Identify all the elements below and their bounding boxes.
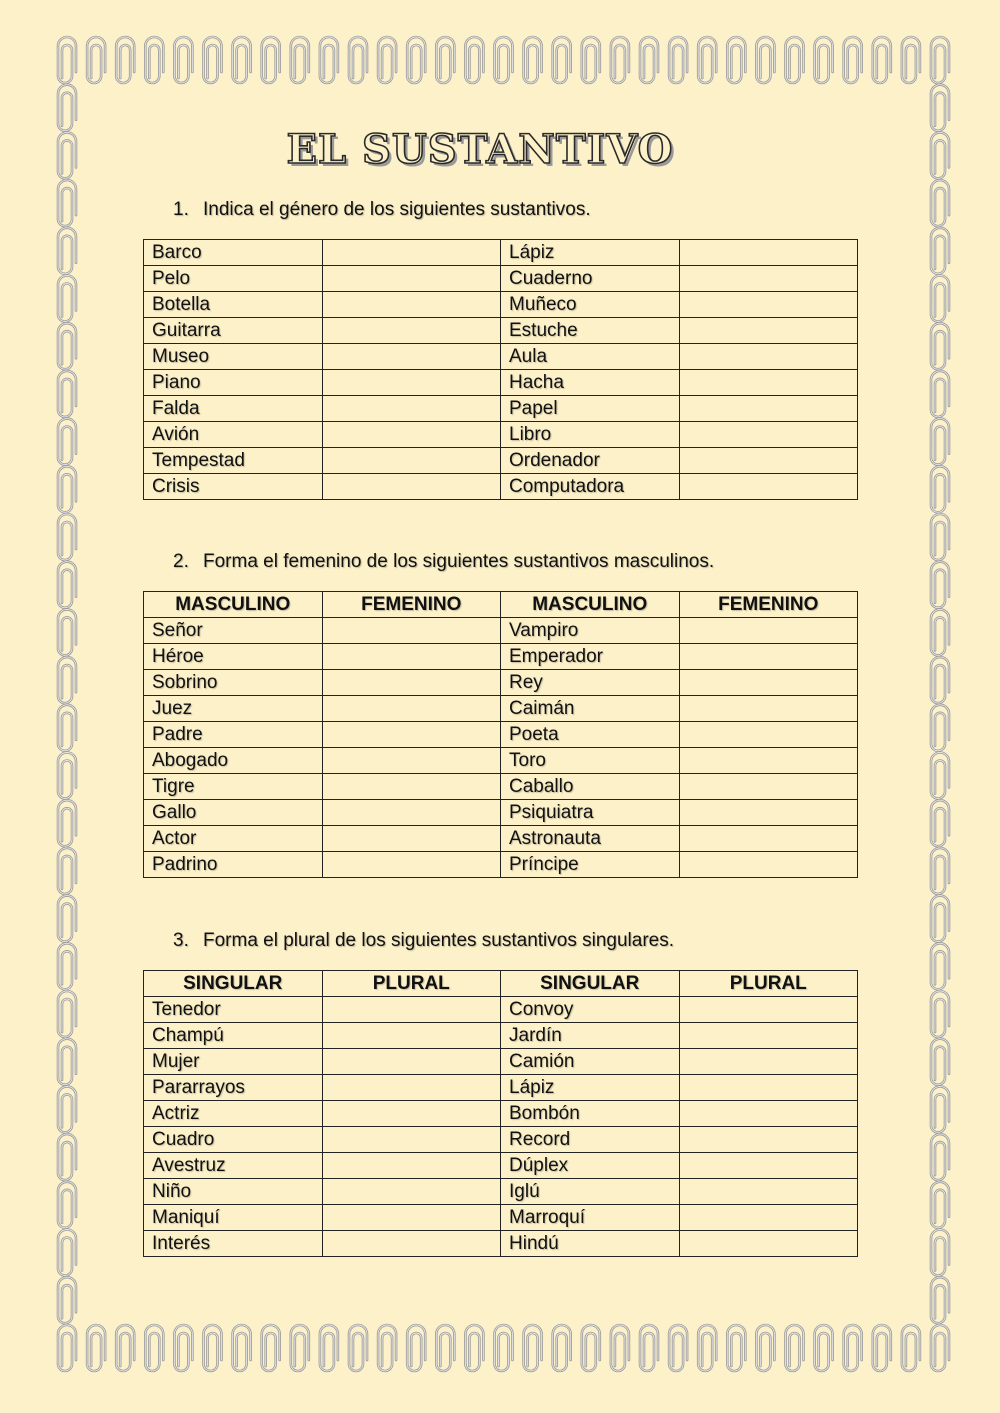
word-cell: Ordenador bbox=[501, 448, 680, 474]
table-row bbox=[144, 318, 858, 344]
answer-cell[interactable] bbox=[679, 370, 858, 396]
table-row bbox=[144, 722, 858, 748]
gender-table bbox=[143, 239, 858, 500]
answer-cell[interactable] bbox=[679, 1075, 858, 1101]
table-row bbox=[144, 1153, 858, 1179]
instruction-text: Indica el género de los siguientes sustantivos. bbox=[203, 199, 591, 220]
answer-cell[interactable] bbox=[322, 370, 501, 396]
table-row bbox=[144, 644, 858, 670]
answer-cell[interactable] bbox=[322, 722, 501, 748]
instruction-text: Forma el femenino de los siguientes sustantivos masculinos. bbox=[203, 551, 715, 572]
answer-cell[interactable] bbox=[679, 1023, 858, 1049]
word-cell: Museo bbox=[144, 344, 323, 370]
word-cell: Héroe bbox=[144, 644, 323, 670]
word-cell: Bombón bbox=[501, 1101, 680, 1127]
word-cell: Caballo bbox=[501, 774, 680, 800]
word-cell: Sobrino bbox=[144, 670, 323, 696]
instruction-text: Forma el plural de los siguientes sustantivos singulares. bbox=[203, 930, 675, 951]
answer-cell[interactable] bbox=[679, 800, 858, 826]
table-row bbox=[144, 800, 858, 826]
answer-cell[interactable] bbox=[679, 422, 858, 448]
word-cell: Falda bbox=[144, 396, 323, 422]
table-row bbox=[144, 344, 858, 370]
instruction-3 bbox=[173, 930, 674, 952]
answer-cell[interactable] bbox=[322, 1179, 501, 1205]
table-row bbox=[144, 1179, 858, 1205]
column-header: SINGULAR bbox=[144, 971, 323, 997]
answer-cell[interactable] bbox=[322, 748, 501, 774]
word-cell: Tempestad bbox=[144, 448, 323, 474]
table-row bbox=[144, 1075, 858, 1101]
column-header: MASCULINO bbox=[144, 592, 323, 618]
answer-cell[interactable] bbox=[322, 618, 501, 644]
word-cell: Pelo bbox=[144, 266, 323, 292]
header-row bbox=[144, 971, 858, 997]
word-cell: Hindú bbox=[501, 1231, 680, 1257]
word-cell: Tenedor bbox=[144, 997, 323, 1023]
answer-cell[interactable] bbox=[679, 1153, 858, 1179]
answer-cell[interactable] bbox=[679, 344, 858, 370]
word-cell: Iglú bbox=[501, 1179, 680, 1205]
answer-cell[interactable] bbox=[679, 696, 858, 722]
word-cell: Astronauta bbox=[501, 826, 680, 852]
answer-cell[interactable] bbox=[322, 1231, 501, 1257]
column-header: PLURAL bbox=[322, 971, 501, 997]
answer-cell[interactable] bbox=[679, 748, 858, 774]
answer-cell[interactable] bbox=[679, 774, 858, 800]
table-row bbox=[144, 448, 858, 474]
table-row bbox=[144, 852, 858, 878]
word-cell: Papel bbox=[501, 396, 680, 422]
word-cell: Padre bbox=[144, 722, 323, 748]
column-header: MASCULINO bbox=[501, 592, 680, 618]
column-header: FEMENINO bbox=[679, 592, 858, 618]
table-row bbox=[144, 1127, 858, 1153]
table-row bbox=[144, 240, 858, 266]
word-cell: Interés bbox=[144, 1231, 323, 1257]
table-row bbox=[144, 997, 858, 1023]
word-cell: Guitarra bbox=[144, 318, 323, 344]
word-cell: Aula bbox=[501, 344, 680, 370]
word-cell: Avestruz bbox=[144, 1153, 323, 1179]
word-cell: Lápiz bbox=[501, 240, 680, 266]
table-row bbox=[144, 370, 858, 396]
answer-cell[interactable] bbox=[322, 422, 501, 448]
column-header: PLURAL bbox=[679, 971, 858, 997]
word-cell: Barco bbox=[144, 240, 323, 266]
table-row bbox=[144, 826, 858, 852]
answer-cell[interactable] bbox=[322, 344, 501, 370]
word-cell: Mujer bbox=[144, 1049, 323, 1075]
answer-cell[interactable] bbox=[322, 800, 501, 826]
word-cell: Psiquiatra bbox=[501, 800, 680, 826]
answer-cell[interactable] bbox=[679, 1231, 858, 1257]
table-row bbox=[144, 422, 858, 448]
word-cell: Muñeco bbox=[501, 292, 680, 318]
word-cell: Lápiz bbox=[501, 1075, 680, 1101]
word-cell: Cuaderno bbox=[501, 266, 680, 292]
word-cell: Padrino bbox=[144, 852, 323, 878]
answer-cell[interactable] bbox=[322, 1023, 501, 1049]
answer-cell[interactable] bbox=[679, 292, 858, 318]
answer-cell[interactable] bbox=[679, 1205, 858, 1231]
word-cell: Libro bbox=[501, 422, 680, 448]
answer-cell[interactable] bbox=[679, 852, 858, 878]
word-cell: Toro bbox=[501, 748, 680, 774]
table-row bbox=[144, 1231, 858, 1257]
answer-cell[interactable] bbox=[679, 396, 858, 422]
answer-cell[interactable] bbox=[322, 318, 501, 344]
answer-cell[interactable] bbox=[679, 266, 858, 292]
answer-cell[interactable] bbox=[322, 1101, 501, 1127]
column-header: SINGULAR bbox=[501, 971, 680, 997]
table-row bbox=[144, 396, 858, 422]
word-cell: Caimán bbox=[501, 696, 680, 722]
word-cell: Botella bbox=[144, 292, 323, 318]
answer-cell[interactable] bbox=[322, 774, 501, 800]
page-title: EL SUSTANTIVO bbox=[286, 126, 674, 173]
instruction-1 bbox=[173, 199, 591, 221]
instruction-number: 3. bbox=[173, 930, 189, 951]
table-row bbox=[144, 670, 858, 696]
instruction-number: 2. bbox=[173, 551, 189, 572]
word-cell: Tigre bbox=[144, 774, 323, 800]
answer-cell[interactable] bbox=[322, 1127, 501, 1153]
word-cell: Marroquí bbox=[501, 1205, 680, 1231]
word-cell: Niño bbox=[144, 1179, 323, 1205]
word-cell: Jardín bbox=[501, 1023, 680, 1049]
answer-cell[interactable] bbox=[322, 1153, 501, 1179]
answer-cell[interactable] bbox=[679, 1179, 858, 1205]
word-cell: Vampiro bbox=[501, 618, 680, 644]
word-cell: Maniquí bbox=[144, 1205, 323, 1231]
word-cell: Computadora bbox=[501, 474, 680, 500]
word-cell: Juez bbox=[144, 696, 323, 722]
word-cell: Camión bbox=[501, 1049, 680, 1075]
table-row bbox=[144, 696, 858, 722]
answer-cell[interactable] bbox=[322, 448, 501, 474]
answer-cell[interactable] bbox=[322, 644, 501, 670]
word-cell: Príncipe bbox=[501, 852, 680, 878]
answer-cell[interactable] bbox=[679, 1127, 858, 1153]
table-row bbox=[144, 1205, 858, 1231]
word-cell: Champú bbox=[144, 1023, 323, 1049]
answer-cell[interactable] bbox=[322, 1049, 501, 1075]
column-header: FEMENINO bbox=[322, 592, 501, 618]
word-cell: Record bbox=[501, 1127, 680, 1153]
instruction-2 bbox=[173, 551, 714, 573]
word-cell: Convoy bbox=[501, 997, 680, 1023]
answer-cell[interactable] bbox=[679, 240, 858, 266]
word-cell: Piano bbox=[144, 370, 323, 396]
table-row bbox=[144, 774, 858, 800]
word-cell: Dúplex bbox=[501, 1153, 680, 1179]
answer-cell[interactable] bbox=[322, 852, 501, 878]
answer-cell[interactable] bbox=[679, 670, 858, 696]
table-row bbox=[144, 292, 858, 318]
word-cell: Abogado bbox=[144, 748, 323, 774]
word-cell: Actor bbox=[144, 826, 323, 852]
table-row bbox=[144, 474, 858, 500]
answer-cell[interactable] bbox=[322, 292, 501, 318]
answer-cell[interactable] bbox=[322, 696, 501, 722]
table-row bbox=[144, 748, 858, 774]
table-row bbox=[144, 1023, 858, 1049]
word-cell: Crisis bbox=[144, 474, 323, 500]
answer-cell[interactable] bbox=[322, 474, 501, 500]
word-cell: Emperador bbox=[501, 644, 680, 670]
table-row bbox=[144, 1101, 858, 1127]
answer-cell[interactable] bbox=[679, 448, 858, 474]
answer-cell[interactable] bbox=[679, 1101, 858, 1127]
answer-cell[interactable] bbox=[679, 1049, 858, 1075]
answer-cell[interactable] bbox=[679, 644, 858, 670]
table-row bbox=[144, 1049, 858, 1075]
word-cell: Poeta bbox=[501, 722, 680, 748]
answer-cell[interactable] bbox=[322, 1205, 501, 1231]
word-cell: Estuche bbox=[501, 318, 680, 344]
word-cell: Señor bbox=[144, 618, 323, 644]
answer-cell[interactable] bbox=[322, 240, 501, 266]
answer-cell[interactable] bbox=[679, 618, 858, 644]
instruction-number: 1. bbox=[173, 199, 189, 220]
answer-cell[interactable] bbox=[322, 826, 501, 852]
answer-cell[interactable] bbox=[322, 670, 501, 696]
word-cell: Gallo bbox=[144, 800, 323, 826]
table-row bbox=[144, 266, 858, 292]
word-cell: Hacha bbox=[501, 370, 680, 396]
header-row bbox=[144, 592, 858, 618]
plural-table bbox=[143, 970, 858, 1257]
feminine-table bbox=[143, 591, 858, 878]
word-cell: Pararrayos bbox=[144, 1075, 323, 1101]
answer-cell[interactable] bbox=[679, 826, 858, 852]
answer-cell[interactable] bbox=[322, 997, 501, 1023]
answer-cell[interactable] bbox=[322, 1075, 501, 1101]
word-cell: Cuadro bbox=[144, 1127, 323, 1153]
answer-cell[interactable] bbox=[679, 318, 858, 344]
answer-cell[interactable] bbox=[322, 266, 501, 292]
word-cell: Avión bbox=[144, 422, 323, 448]
word-cell: Actriz bbox=[144, 1101, 323, 1127]
table-row bbox=[144, 618, 858, 644]
answer-cell[interactable] bbox=[679, 722, 858, 748]
word-cell: Rey bbox=[501, 670, 680, 696]
answer-cell[interactable] bbox=[679, 474, 858, 500]
answer-cell[interactable] bbox=[322, 396, 501, 422]
answer-cell[interactable] bbox=[679, 997, 858, 1023]
